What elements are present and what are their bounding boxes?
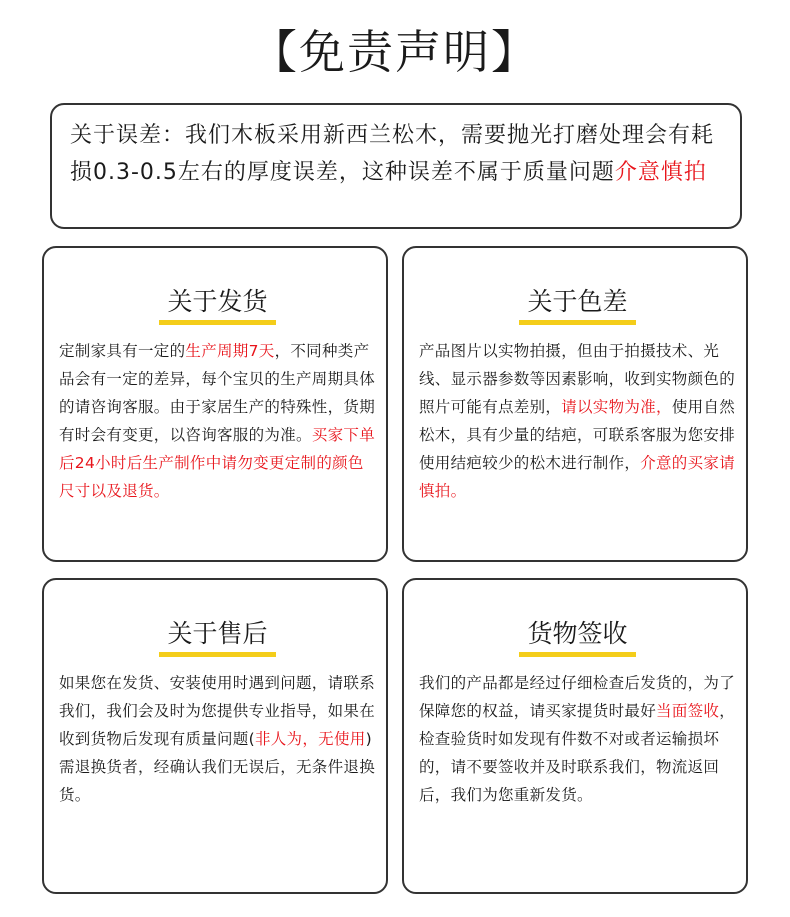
color-diff-heading-text: 关于色差 <box>527 287 628 316</box>
shipping-heading-text: 关于发货 <box>167 287 268 316</box>
after-sales-card <box>42 578 388 894</box>
error-notice-text <box>70 117 724 191</box>
shipping-h2: 买家下单后24小时后生产制作中请勿变更定制的颜色尺寸以及退货。 <box>59 426 376 500</box>
receipt-t1: 我们的产品都是经过仔细检查后发货的，为了保障您的权益，请买家提货时最好 <box>419 674 736 720</box>
color-diff-text <box>419 337 736 505</box>
shipping-heading <box>159 285 275 319</box>
error-notice-box <box>50 103 742 229</box>
after-sales-text <box>59 669 376 809</box>
receipt-t2: ，检查验货时如发现有件数不对或者运输损坏的，请不要签收并及时联系我们，物流返回后，我们为您重新发货。 <box>419 702 736 804</box>
receipt-text <box>419 669 736 809</box>
receipt-card <box>402 578 748 894</box>
receipt-heading-text: 货物签收 <box>527 619 628 648</box>
color-diff-t2: 使用自然松木，具有少量的结疤，可联系客服为您安排使用结疤较少的松木进行制作， <box>419 398 736 472</box>
color-diff-heading <box>519 285 635 319</box>
after-sales-heading <box>159 617 275 651</box>
heading-underline <box>159 652 275 657</box>
shipping-h1: 生产周期7天 <box>185 342 275 360</box>
color-diff-h2: 介意的买家请慎拍。 <box>419 454 736 500</box>
heading-underline <box>159 320 275 325</box>
color-diff-h1: 请以实物为准， <box>561 398 672 416</box>
receipt-heading <box>519 617 635 651</box>
after-sales-t1: 如果您在发货、安装使用时遇到问题，请联系我们，我们会及时为您提供专业指导，如果在收到货物后发现有质量问题( <box>59 674 376 748</box>
shipping-t2: ，不同种类产品会有一定的差异，每个宝贝的生产周期具体的请咨询客服。由于家居生产的特殊性，货期有时会有变更，以咨询客服的为准。 <box>59 342 376 444</box>
color-diff-t1: 产品图片以实物拍摄，但由于拍摄技术、光线、显示器参数等因素影响，收到实物颜色的照片可能有点差别， <box>419 342 736 416</box>
shipping-text <box>59 337 376 505</box>
heading-underline <box>519 652 635 657</box>
heading-underline <box>519 320 635 325</box>
receipt-h1: 当面签收 <box>656 702 720 720</box>
error-notice-body: 关于误差：我们木板采用新西兰松木，需要抛光打磨处理会有耗损0.3-0.5左右的厚度误差，这种误差不属于质量问题 <box>70 123 715 185</box>
after-sales-heading-text: 关于售后 <box>167 619 268 648</box>
after-sales-h1: 非人为，无使用 <box>254 730 366 748</box>
shipping-card <box>42 246 388 562</box>
color-diff-card <box>402 246 748 562</box>
page-title: 【免责声明】 <box>251 25 539 79</box>
shipping-t1: 定制家具有一定的 <box>59 342 186 360</box>
after-sales-t2: )需退换货者，经确认我们无误后，无条件退换货。 <box>59 730 376 804</box>
error-notice-highlight: 介意慎拍 <box>614 160 707 185</box>
